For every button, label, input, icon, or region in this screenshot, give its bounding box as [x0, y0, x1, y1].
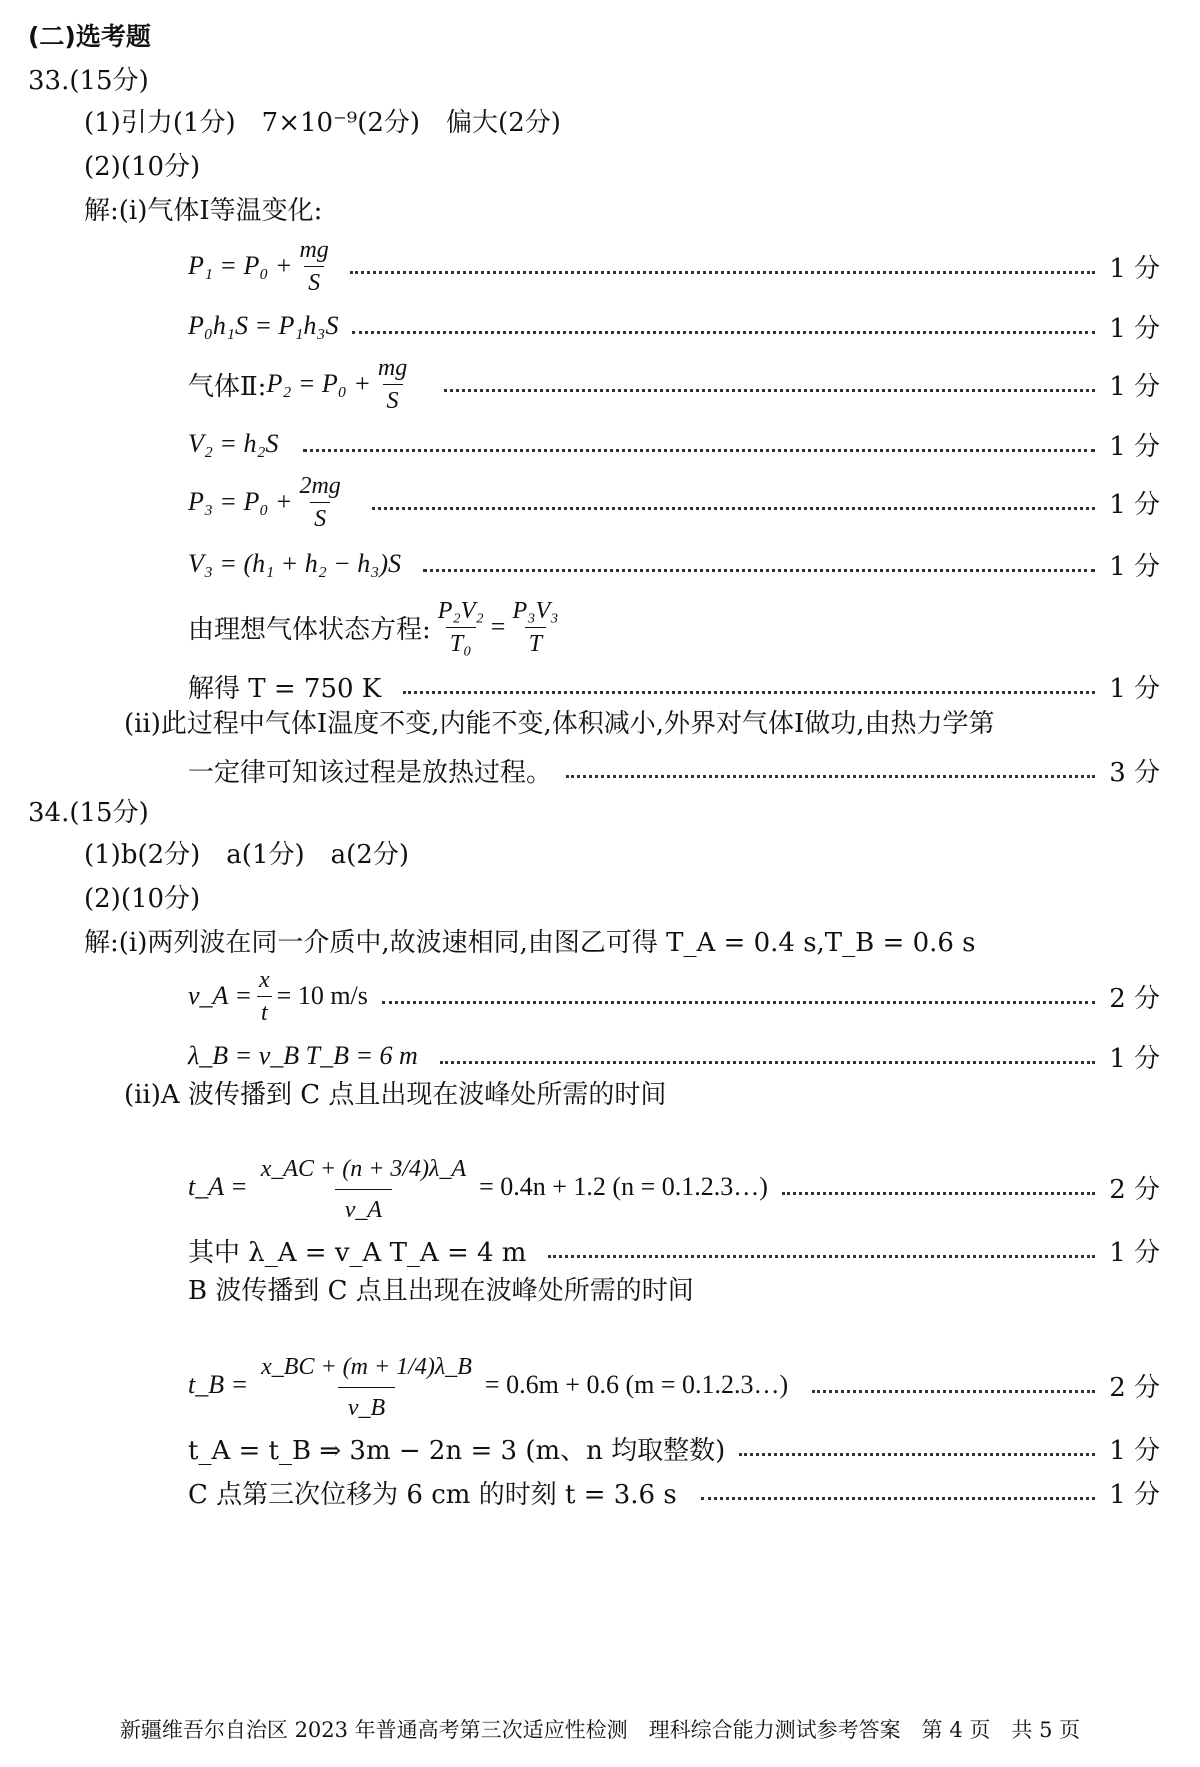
- q33-eq1-num: mg: [299, 236, 329, 263]
- q34-eq1: [188, 966, 368, 1027]
- q34-eq5-num: x_BC + (m + 1/4)λ_B: [261, 1353, 472, 1380]
- q34-part1: (1)b(2分) a(1分) a(2分): [84, 840, 409, 870]
- q33-eq4-score: 1 分: [1109, 431, 1160, 462]
- q33-eq1-den: S: [304, 266, 324, 297]
- leader-dots: [444, 389, 1095, 392]
- q34-eq3-frac: [251, 1151, 476, 1224]
- q33-eq7-frac2: [508, 597, 562, 658]
- q33-eq6: V₃ = (h₁ + h₂ − h₃)S: [188, 549, 401, 578]
- q33-eq6-score: 1 分: [1109, 551, 1160, 582]
- q33-part1: (1)引力(1分) 7×10⁻⁹(2分) 偏大(2分): [84, 108, 561, 138]
- q34-eq2: λ_B = v_B T_B = 6 m: [188, 1041, 418, 1070]
- q33-eq6-row: [188, 534, 1160, 594]
- q34-eq1-frac: [255, 966, 274, 1027]
- q33-eq5: [188, 472, 348, 533]
- q34-eq1-den: t: [257, 996, 272, 1027]
- leader-dots: [352, 331, 1095, 334]
- q34-eq1-num: x: [259, 966, 270, 993]
- q34-eq1-lhs: v_A =: [188, 981, 252, 1010]
- q34-header: 34.(15分): [28, 798, 149, 828]
- q34-eq2-row: [188, 1026, 1160, 1086]
- q33-eq3-frac: [374, 354, 411, 415]
- q33-eq5-row: [188, 472, 1160, 532]
- q34-eq6: t_A = t_B ⇒ 3m − 2n = 3 (m、n 均取整数): [188, 1435, 726, 1466]
- q33-eq3-num: mg: [377, 354, 408, 381]
- q34-eq1-row: [188, 966, 1160, 1026]
- leader-dots: [701, 1497, 1095, 1500]
- q33-sol-ii-score: 3 分: [1109, 757, 1160, 788]
- leader-dots: [812, 1390, 1095, 1393]
- q33-eq1-frac: [295, 236, 332, 297]
- leader-dots: [423, 569, 1095, 572]
- leader-dots: [566, 775, 1095, 778]
- q33-sol-ii-line1: (ⅱ)此过程中气体Ⅰ温度不变,内能不变,体积减小,外界对气体Ⅰ做功,由热力学第: [124, 709, 995, 739]
- q34-eq5: [188, 1349, 788, 1422]
- q33-eq7-equals: =: [490, 612, 506, 641]
- leader-dots: [303, 449, 1096, 452]
- section-title: (二)选考题: [28, 22, 151, 51]
- q34-eq5-lhs: t_B =: [188, 1370, 249, 1399]
- q33-eq7-frac1: [434, 597, 488, 658]
- q33-eq5-den: S: [310, 502, 330, 533]
- q34-eq3-rhs: = 0.4n + 1.2 (n = 0.1.2.3…): [479, 1172, 768, 1201]
- q33-eq7-num2: P₃V₃: [512, 597, 559, 624]
- q34-eq3: [188, 1151, 768, 1224]
- q33-eq3-row: [188, 354, 1160, 414]
- q33-eq5-score: 1 分: [1109, 489, 1160, 520]
- leader-dots: [403, 691, 1095, 694]
- q33-eq3-den: S: [383, 384, 403, 415]
- q33-eq2-score: 1 分: [1109, 313, 1160, 344]
- leader-dots: [782, 1192, 1095, 1195]
- q33-eq7: [431, 597, 566, 658]
- q33-eq5-num: 2mg: [299, 472, 341, 499]
- q34-eq7: C 点第三次位移为 6 cm 的时刻 t = 3.6 s: [188, 1479, 677, 1510]
- leader-dots: [350, 271, 1095, 274]
- leader-dots: [440, 1061, 1095, 1064]
- q34-part2-header: (2)(10分): [84, 884, 201, 914]
- q33-eq2: P₀h₁S = P₁h₃S: [188, 311, 339, 340]
- q33-eq7-den1: T₀: [446, 627, 476, 658]
- q33-eq3-lhs: P₂ = P₀ +: [266, 369, 371, 398]
- leader-dots: [382, 1001, 1095, 1004]
- q34-eq3-lhs: t_A =: [188, 1172, 248, 1201]
- leader-dots: [548, 1255, 1095, 1258]
- q33-eq4-row: [188, 414, 1160, 474]
- q34-eq4-row: [188, 1220, 1160, 1280]
- q34-eq3-num: x_AC + (n + 3/4)λ_A: [260, 1155, 467, 1182]
- q34-eq7-score: 1 分: [1109, 1479, 1160, 1510]
- q34-eq4: 其中 λ_A = v_A T_A = 4 m: [188, 1237, 527, 1268]
- q33-eq3-prefix: 气体Ⅱ:: [188, 371, 267, 402]
- q34-eq3-den: v_A: [335, 1189, 392, 1224]
- q34-eq1-score: 2 分: [1109, 983, 1160, 1014]
- q33-eq8-score: 1 分: [1109, 673, 1160, 704]
- q33-eq7-row: [188, 592, 1160, 662]
- q34-b-intro: B 波传播到 C 点且出现在波峰处所需的时间: [188, 1276, 694, 1306]
- q34-eq5-rhs: = 0.6m + 0.6 (m = 0.1.2.3…): [484, 1370, 789, 1399]
- q33-eq1-row: [188, 236, 1160, 296]
- q34-eq5-frac: [251, 1349, 482, 1422]
- q34-sol-ii-intro: (ⅱ)A 波传播到 C 点且出现在波峰处所需的时间: [124, 1080, 667, 1110]
- q33-eq2-row: [188, 296, 1160, 356]
- q34-eq1-rhs: = 10 m/s: [276, 981, 368, 1010]
- leader-dots: [372, 507, 1095, 510]
- q33-eq1-score: 1 分: [1109, 253, 1160, 284]
- q34-eq5-den: v_B: [338, 1387, 395, 1422]
- q33-eq3: [266, 354, 414, 415]
- q33-eq8: 解得 T = 750 K: [188, 673, 382, 704]
- leader-dots: [739, 1453, 1095, 1456]
- q34-eq5-score: 2 分: [1109, 1372, 1160, 1403]
- q33-eq7-den2: T: [525, 627, 546, 658]
- page-footer: 新疆维吾尔自治区 2023 年普通高考第三次适应性检测 理科综合能力测试参考答案 第 4 页 共 5 页: [119, 1718, 1081, 1742]
- q33-sol-ii-row: [188, 740, 1160, 800]
- q33-eq1: [188, 236, 336, 297]
- q33-sol-i-intro: 解:(ⅰ)气体Ⅰ等温变化:: [84, 196, 323, 226]
- q33-eq3-score: 1 分: [1109, 371, 1160, 402]
- q34-eq7-row: [188, 1462, 1160, 1522]
- q33-sol-ii-line2: 一定律可知该过程是放热过程。: [188, 757, 553, 788]
- q33-eq7-num1: P₂V₂: [437, 597, 484, 624]
- q33-header: 33.(15分): [28, 66, 149, 96]
- q34-eq3-score: 2 分: [1109, 1174, 1160, 1205]
- q34-eq2-score: 1 分: [1109, 1043, 1160, 1074]
- q33-eq5-lhs: P₃ = P₀ +: [188, 487, 293, 516]
- q34-eq6-score: 1 分: [1109, 1435, 1160, 1466]
- q33-eq4: V₂ = h₂S: [188, 429, 279, 458]
- q34-sol-i-intro: 解:(ⅰ)两列波在同一介质中,故波速相同,由图乙可得 T_A = 0.4 s,T_B = 0.6 s: [84, 928, 976, 958]
- q33-eq7-prefix: 由理想气体状态方程:: [188, 614, 431, 645]
- q33-part2-header: (2)(10分): [84, 152, 201, 182]
- q33-eq1-lhs: P₁ = P₀ +: [188, 251, 293, 280]
- q34-eq4-score: 1 分: [1109, 1237, 1160, 1268]
- q33-eq5-frac: [295, 472, 344, 533]
